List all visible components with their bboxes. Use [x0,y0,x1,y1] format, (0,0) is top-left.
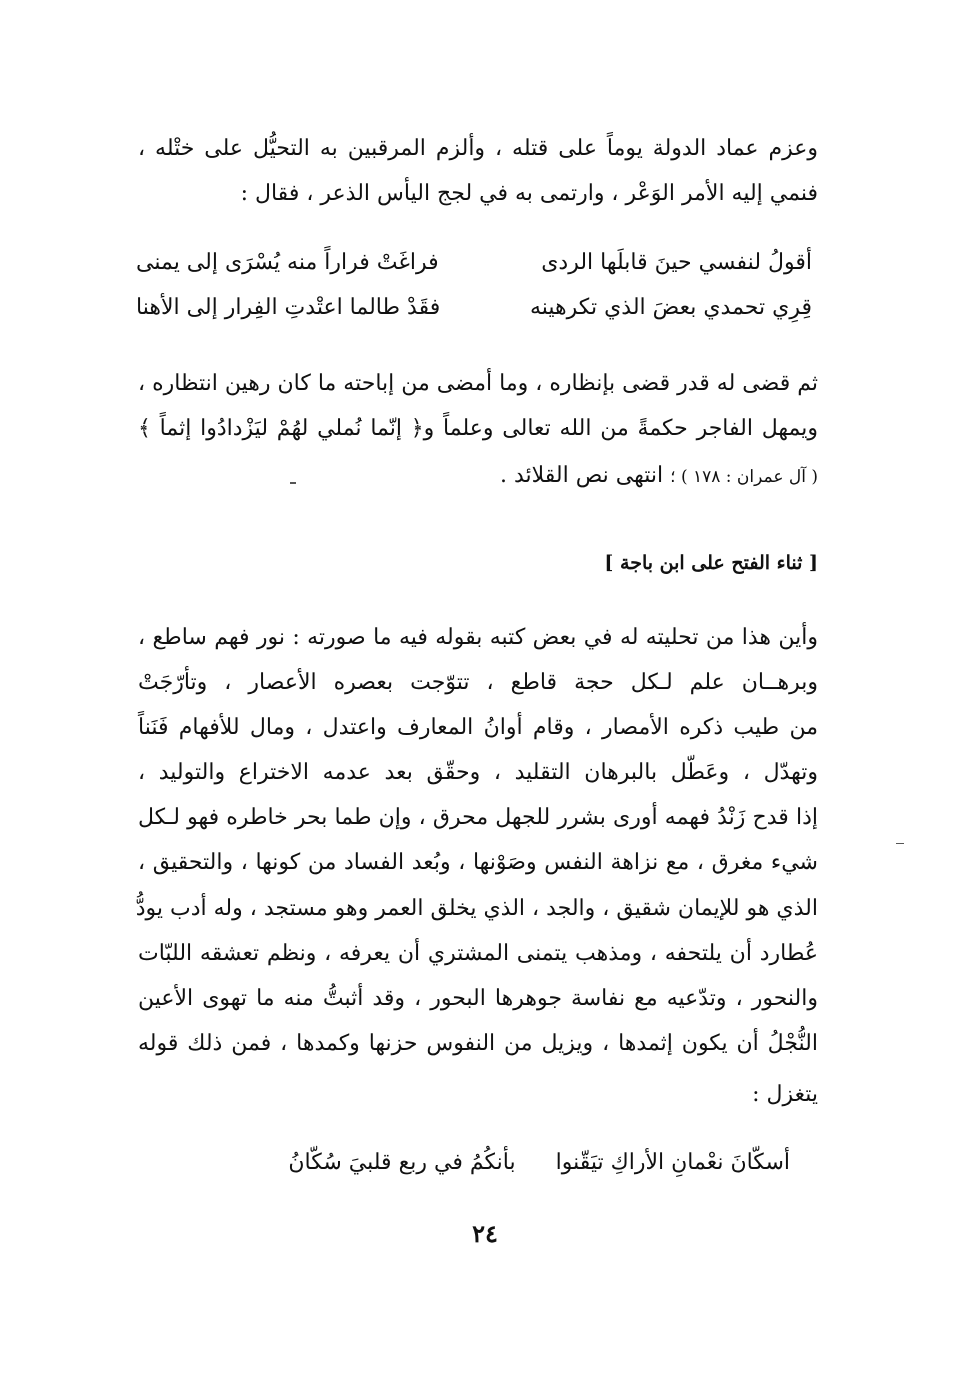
scan-speck [290,482,296,484]
paragraph-line: النُّجْلُ أن يكون إثمدها ، ويزيل من النفوس حزنها وكمدها ، فمن ذلك قوله [138,1031,818,1056]
verse-first-hemistich: أقولُ لنفسي حينَ قابلَها الردى [541,250,812,275]
verse-row [136,250,812,276]
paragraph-line: عُطارد أن يلتحفه ، ومذهب يتمنى المشتري أن يعرفه ، ونظم تعشقه اللبّات [138,941,818,966]
verse-second-hemistich: فراغَتْ فراراً منه يُسْرَى إلى يمنى [136,250,439,275]
verse-row [136,295,812,321]
citation-line [138,463,818,489]
paragraph-line: وتهدّل ، وعَطّل بالبرهان التقليد ، وحقّق بعد عدمه الاختراع والتوليد ، [138,760,818,785]
page-number: ٢٤ [472,1219,498,1248]
verse-first-hemistich: أسكّانَ نعْمانِ الأراكِ تيَقّنوا [555,1150,790,1175]
verse-second-hemistich: فقَدْ طالما اعتْدتِ الفِرار إلى الأهنا [136,295,441,320]
paragraph-line: والنحور ، وتدّعيه مع نفاسة جوهرها البحور ، وقد أثبتُّ منه ما تهوى الأعين [138,986,818,1011]
paragraph-line: من طيب ذكره الأمصار ، وقام أوانُ المعارف واعتدل ، ومال للأفهام فَنَناً [138,715,818,740]
paragraph-line: يتغزل : [752,1082,818,1107]
citation-tail: انتهى نص القلائد . [499,463,664,488]
verse-first-hemistich: قِرِي تحمدي بعضَ الذي تكرهينه [529,295,812,320]
verse-row [180,1150,790,1176]
verse-second-hemistich: بأنكُمُ في ربع قلبيَ سُكّانُ [288,1150,516,1175]
paragraph-line: الذي هو للإيمان شقيق ، والجد ، الذي يخلق العمر وهو مستجد ، وله أدب يودُّ [135,896,818,921]
section-heading: [ ثناء الفتح على ابن باجة ] [604,552,818,574]
paragraph-line: ويمهل الفاجر حكمةً من الله تعالى وعلماً و﴿ إنّما نُملي لهُمْ ليَزْدادُوا إثماً ﴾ [138,416,818,441]
paragraph-line: وأين هذا من تحليته له في بعض كتبه بقوله فيه ما صورته : نور فهم ساطع ، [138,625,818,650]
paragraph-line: ثم قضى له قدر قضى بإنظاره ، وما أمضى من إباحته ما كان رهين انتظاره ، [138,371,818,396]
quran-citation: ( آل عمران : ١٧٨ ) ؛ [670,467,818,487]
paragraph-line: إذا قدح زَنْدُ فهمه أورى بشرر للجهل محرق ، وإن طما بحر خاطره فهو لـكل [138,805,818,830]
paragraph-line: شيء مغرق ، مع نزاهة النفس وصَوْنها ، وبُعد الفساد من كونها ، والتحقيق ، [138,850,818,875]
scan-speck [896,843,904,844]
paragraph-line: فنمي إليه الأمر الوَعْر ، وارتمى به في لجج اليأس الذعر ، فقال : [240,181,818,206]
paragraph-line: وبرهــان علم لـكل حجة قاطع ، تتوّجت بعصره الأعصار ، وتأرّجَتْ [138,670,818,695]
paragraph-line: وعزم عماد الدولة يوماً على قتله ، وألزم المرقبين به التحيُّل على ختْله ، [138,136,818,161]
